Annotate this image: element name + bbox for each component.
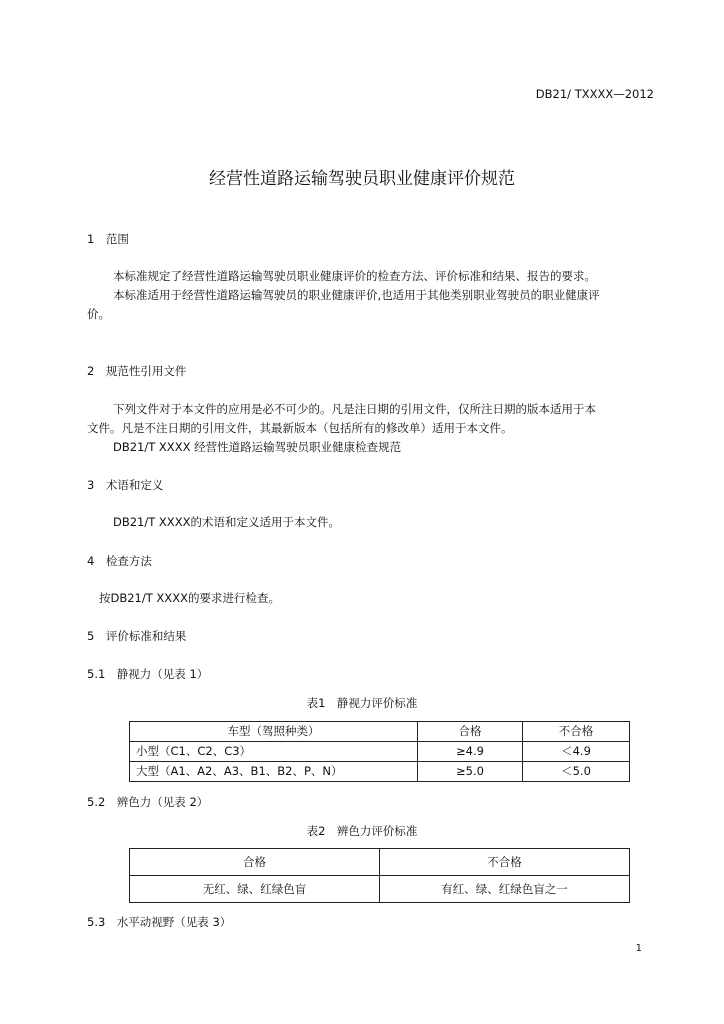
document-code: DB21/ TXXXX—2012 bbox=[535, 87, 654, 101]
section-1-para-2-cont: 价。 bbox=[87, 307, 110, 321]
section-3-heading: 3 术语和定义 bbox=[87, 478, 164, 492]
table-row bbox=[130, 876, 630, 903]
table-1-static-vision bbox=[129, 721, 630, 782]
table-header-cell: 车型（驾照种类） bbox=[130, 722, 418, 742]
table-row bbox=[130, 762, 630, 782]
section-2-para-1-cont: 文件。凡是不注日期的引用文件，其最新版本（包括所有的修改单）适用于本文件。 bbox=[87, 421, 513, 435]
section-3-para: DB21/T XXXX的术语和定义适用于本文件。 bbox=[113, 515, 340, 529]
table-2-caption: 表2 辨色力评价标准 bbox=[306, 824, 418, 838]
page-number: 1 bbox=[635, 943, 642, 954]
table-cell: ＜5.0 bbox=[523, 762, 630, 782]
section-5-2-heading: 5.2 辨色力（见表 2） bbox=[87, 795, 209, 809]
section-5-1-heading: 5.1 静视力（见表 1） bbox=[87, 667, 209, 681]
section-4-para: 按DB21/T XXXX的要求进行检查。 bbox=[99, 591, 280, 605]
table-cell: ≥5.0 bbox=[418, 762, 523, 782]
table-header-cell: 不合格 bbox=[523, 722, 630, 742]
section-1-para-1: 本标准规定了经营性道路运输驾驶员职业健康评价的检查方法、评价标准和结果、报告的要求。 bbox=[113, 269, 596, 283]
table-cell: 大型（A1、A2、A3、B1、B2、P、N） bbox=[130, 762, 418, 782]
table-header-cell: 合格 bbox=[130, 849, 380, 876]
table-cell: ＜4.9 bbox=[523, 742, 630, 762]
section-1-para-2: 本标准适用于经营性道路运输驾驶员的职业健康评价,也适用于其他类别职业驾驶员的职业健康评 bbox=[113, 288, 600, 302]
section-1-heading: 1 范围 bbox=[87, 232, 129, 246]
table-cell: 有红、绿、红绿色盲之一 bbox=[380, 876, 630, 903]
section-2-heading: 2 规范性引用文件 bbox=[87, 364, 187, 378]
table-header-cell: 不合格 bbox=[380, 849, 630, 876]
table-header-cell: 合格 bbox=[418, 722, 523, 742]
table-row bbox=[130, 742, 630, 762]
table-header-row bbox=[130, 849, 630, 876]
document-title: 经营性道路运输驾驶员职业健康评价规范 bbox=[209, 169, 515, 189]
table-2-color-vision bbox=[129, 848, 630, 903]
section-5-3-heading: 5.3 水平动视野（见表 3） bbox=[87, 915, 232, 929]
section-2-para-1: 下列文件对于本文件的应用是必不可少的。凡是注日期的引用文件，仅所注日期的版本适用于本 bbox=[113, 402, 596, 416]
table-cell: 小型（C1、C2、C3） bbox=[130, 742, 418, 762]
section-2-reference: DB21/T XXXX 经营性道路运输驾驶员职业健康检查规范 bbox=[113, 440, 402, 454]
table-1-caption: 表1 静视力评价标准 bbox=[306, 696, 418, 710]
section-4-heading: 4 检查方法 bbox=[87, 554, 152, 568]
table-cell: ≥4.9 bbox=[418, 742, 523, 762]
table-header-row bbox=[130, 722, 630, 742]
section-5-heading: 5 评价标准和结果 bbox=[87, 629, 187, 643]
table-cell: 无红、绿、红绿色盲 bbox=[130, 876, 380, 903]
